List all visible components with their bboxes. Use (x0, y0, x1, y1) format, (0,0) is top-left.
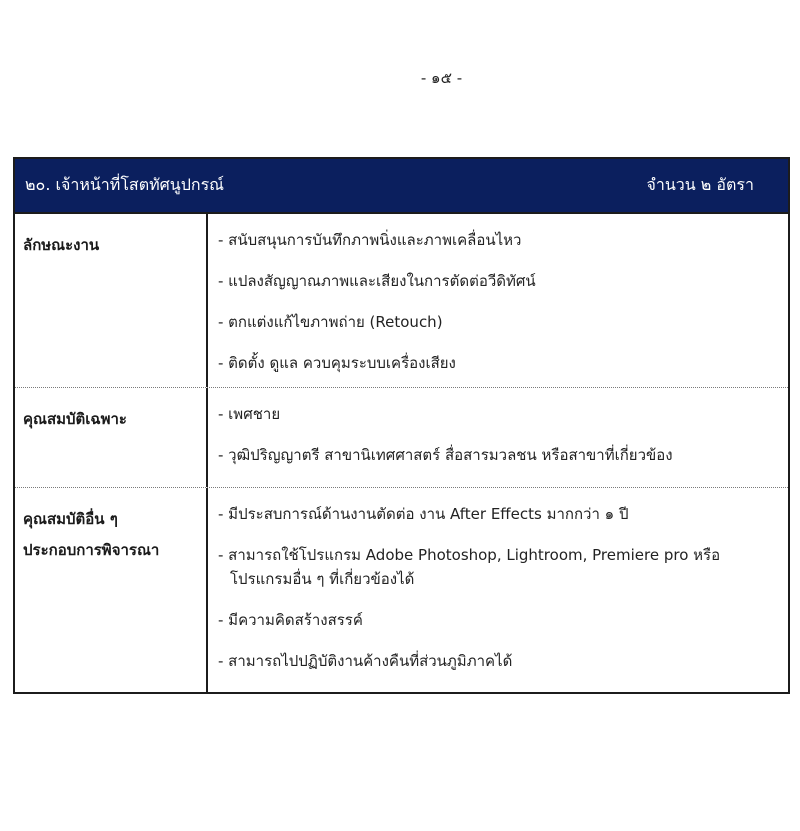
list-item: - เพศชาย (218, 405, 281, 423)
section-items (208, 214, 788, 387)
section-specific-qualifications (15, 388, 788, 488)
section-label-line: คุณสมบัติอื่น ๆ (23, 510, 118, 528)
position-quantity: จำนวน ๒ อัตรา (646, 175, 754, 194)
list-item: - สนับสนุนการบันทึกภาพนิ่งและภาพเคลื่อนไหว (218, 231, 522, 249)
section-items (208, 388, 788, 487)
section-other-qualifications (15, 488, 788, 692)
list-item: - สามารถไปปฏิบัติงานค้างคืนที่ส่วนภูมิภาคได้ (218, 652, 513, 670)
section-label-line: ประกอบการพิจารณา (23, 541, 160, 559)
section-label-line: ลักษณะงาน (23, 236, 100, 254)
section-items (208, 488, 788, 692)
list-item: - ติดตั้ง ดูแล ควบคุมระบบเครื่องเสียง (218, 354, 456, 372)
section-label (15, 388, 208, 487)
list-item: - มีประสบการณ์ด้านงานตัดต่อ งาน After Effects มากกว่า ๑ ปี (218, 505, 629, 523)
list-item: - สามารถใช้โปรแกรม Adobe Photoshop, Lightroom, Premiere pro หรือโปรแกรมอื่น ๆ ที่เกี่ยวข้องได้ (218, 546, 721, 588)
list-item: - ตกแต่งแก้ไขภาพถ่าย (Retouch) (218, 313, 443, 331)
section-job-description (15, 214, 788, 388)
table-header (15, 159, 788, 214)
page-number: - ๑๕ - (420, 69, 463, 87)
section-label (15, 488, 208, 692)
job-position-table (13, 157, 790, 694)
list-item: - แปลงสัญญาณภาพและเสียงในการตัดต่อวีดิทัศน์ (218, 272, 536, 290)
list-item: - มีความคิดสร้างสรรค์ (218, 611, 363, 629)
list-item: - วุฒิปริญญาตรี สาขานิเทศศาสตร์ สื่อสารมวลชน หรือสาขาที่เกี่ยวข้อง (218, 446, 673, 464)
position-title: ๒๐. เจ้าหน้าที่โสตทัศนูปกรณ์ (25, 175, 224, 194)
section-label (15, 214, 208, 387)
section-label-line: คุณสมบัติเฉพาะ (23, 410, 127, 428)
